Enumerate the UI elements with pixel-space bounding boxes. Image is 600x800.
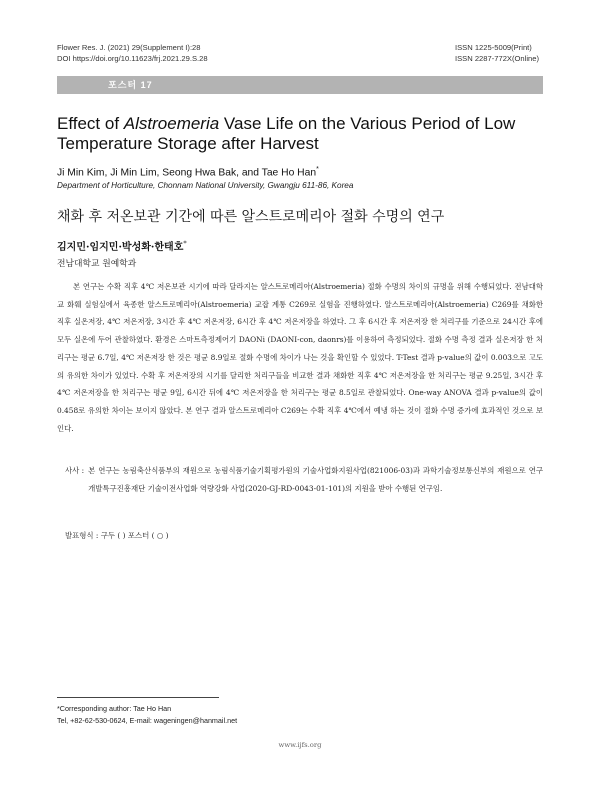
title-prefix: Effect of [57, 114, 124, 133]
acknowledgment [65, 462, 543, 497]
title-suffix: Vase Life on the Various Period of Low Temperature Storage after Harvest [57, 114, 516, 153]
paper-title [57, 114, 543, 154]
journal-citation: Flower Res. J. (2021) 29(Supplement I):28 [57, 43, 201, 52]
contact-info: Tel, +82-62-530-0624, E-mail: wageningen@hanmail.net [57, 715, 238, 725]
korean-title: 채화 후 저온보관 기간에 따른 알스트로메리아 절화 수명의 연구 [57, 209, 445, 225]
corresponding-author: *Corresponding author: Tae Ho Han [57, 704, 172, 713]
presentation-format: 발표형식 : 구두 ( ) 포스터 ( ○ ) [65, 531, 169, 540]
korean-author-names: 김지민·임지민·박성화·한태호 [57, 242, 184, 253]
corresponding-mark: * [316, 166, 319, 173]
issn-online: ISSN 2287-772X(Online) [455, 54, 539, 63]
footnote-divider [57, 697, 219, 698]
poster-badge: 포스터 17 [57, 76, 543, 94]
author-list [57, 166, 319, 178]
doi-link[interactable]: DOI https://doi.org/10.11623/frj.2021.29.S.28 [57, 54, 208, 63]
acknowledgment-label: 사사 : [65, 466, 85, 475]
issn-print: ISSN 1225-5009(Print) [455, 43, 532, 52]
journal-website[interactable]: www.ijfs.org [278, 741, 322, 749]
author-names: Ji Min Kim, Ji Min Lim, Seong Hwa Bak, and Tae Ho Han [57, 167, 317, 179]
footnote [57, 703, 237, 726]
abstract-text: 본 연구는 수확 직후 4℃ 저온보관 시기에 따라 달라지는 알스트로메리아(Alstroemeria) 절화 수명의 차이의 규명을 위해 수행되었다. 전남대학교 화훼 실험실에서 육종한 알스트로메리아(Alstroemeria) 교잡 계통 C269로 실험을 진행하였다. 알스트로메리아(Alstroemeria) C269를 채화한 직후 실온저장, 4℃ 저온저장, 3시간 후 4℃ 저온저장, 6시간 후 4℃ 저온저장을 하였다. 그 후 6시간 후 저온저장 한 처리구를 기준으로 24시간 후에 모두 실온에 두어 관찰하였다. 환경은 스마트측정제어기 DAONi (DAONI-con, daonrs)를 이용하여 측정되었다. 절화 수명 측정 결과 실온저장 한 처리구는 평균 6.7일, 4℃ 저온저장 한 것은 평균 8.9일로 절화 수명에 차이가 나는 것을 확인할 수 있었다. T-Test 결과 p-value의 값이 0.003으로 고도의 유의한 차이가 있었다. 수확 후 저온저장의 시기를 달리한 처리구들을 비교한 결과 채화한 직후 4℃ 저온저장을 한 처리구는 평균 9.25일, 3시간 후 4℃ 저온저장을 한 처리구는 평균 9일, 6시간 뒤에 4℃ 저온저장을 한 처리구는 평균 8.5일로 관찰되었다. One-way ANOVA 결과 p-value의 값이 0.458로 유의한 차이는 보이지 않았다. 본 연구 결과 알스트로메리아 C269는 수확 직후 4℃에서 예냉 하는 것이 절화 수명 증가에 효과적인 것으로 보인다. [57, 282, 543, 433]
acknowledgment-text: 본 연구는 농림축산식품부의 재원으로 농림식품기술기획평가원의 기술사업화지원사업(821006-03)과 과학기술정보통신부의 재원으로 연구개발특구진흥재단 기술이전사업화 역량강화 사업(2020-GJ-RD-0043-01-101)의 지원을 받아 수행된 연구임. [88, 466, 543, 493]
issn-block [455, 42, 539, 64]
title-genus: Alstroemeria [123, 114, 220, 133]
korean-affiliation: 전남대학교 원예학과 [57, 259, 137, 269]
affiliation: Department of Horticulture, Chonnam National University, Gwangju 611-86, Korea [57, 181, 354, 190]
journal-header [57, 42, 208, 64]
korean-author-list [57, 238, 187, 253]
korean-corresponding-mark: * [183, 239, 187, 248]
